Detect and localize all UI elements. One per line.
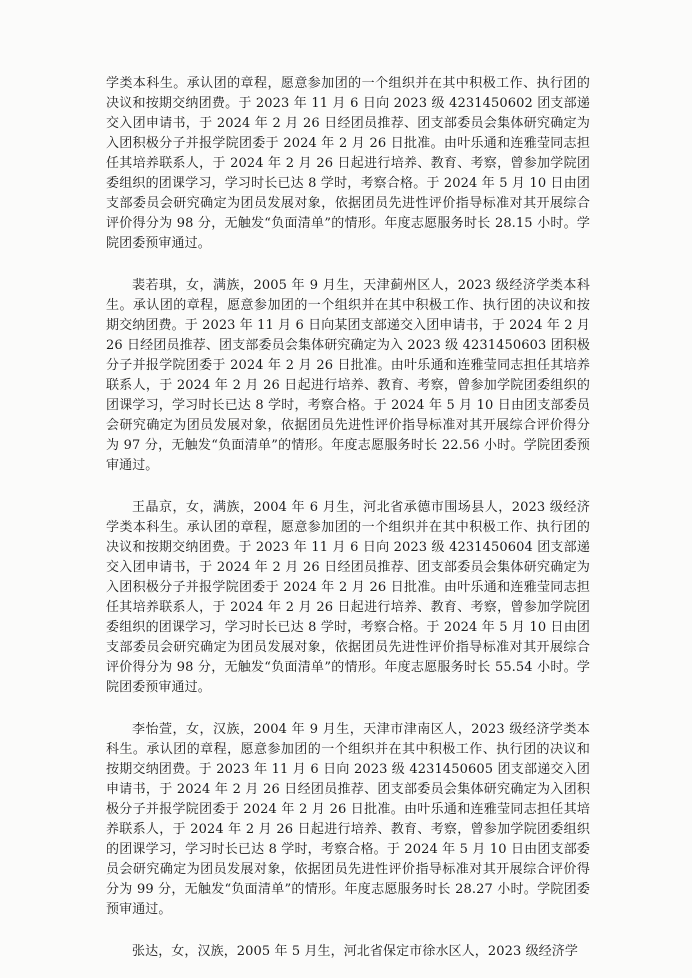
paragraph-record-wang-jingjing: 王晶京，女，满族，2004 年 6 月生，河北省承德市围场县人，2023 级经济学类本科生。承认团的章程，愿意参加团的一个组织并在其中积极工作、执行团的决议和按期交纳团费。于 2023 年 11 月 6 日向 2023 级 4231450604 团支部递交入团申请书，于 2024 年 2 月 26 日经团员推荐、团支部委员会集体研究确定为入团积极分子并报学院团委于 2024 年 2 月 26 日批准。由叶乐通和连雅莹同志担任其培养联系人，于 2024 年 2 月 26 日起进行培养、教育、考察，曾参加学院团委组织的团课学习，学习时长已达 8 学时，考察合格。于 2024 年 5 月 10 日由团支部委员会研究确定为团员发展对象，依据团员先进性评价指导标准对其开展综合评价得分为 98 分，无触发“负面清单”的情形。年度志愿服务时长 55.54 小时。学院团委预审通过。 [106, 500, 590, 695]
paragraph-gap [106, 254, 590, 276]
paragraph-record-zhang-da: 张达，女，汉族，2005 年 5 月生，河北省保定市徐水区人，2023 级经济学 [132, 944, 578, 959]
paragraph-record-pei-ruoqi: 裴若琪，女，满族，2005 年 9 月生，天津蓟州区人，2023 级经济学类本科生。承认团的章程，愿意参加团的一个组织并在其中积极工作、执行团的决议和按期交纳团费。于 2023 年 11 月 6 日向某团支部递交入团申请书，于 2024 年 2 月 26 日经团员推荐、团支部委员会集体研究确定为入 2023 级 4231450603 团积极分子并报学院团委于 2024 年 2 月 26 日批准。由叶乐通和连雅莹同志担任其培养联系人，于 2024 年 2 月 26 日起进行培养、教育、考察，曾参加学院团委组织的团课学习，学习时长已达 8 学时，考察合格。于 2024 年 5 月 10 日由团支部委员会研究确定为团员发展对象，依据团员先进性评价指导标准对其开展综合评价得分为 97 分，无触发“负面清单”的情形。年度志愿服务时长 22.56 小时。学院团委预审通过。 [106, 278, 590, 473]
paragraph-gap [106, 698, 590, 720]
paragraph-record-li-yixuan: 李怡萱，女，汉族，2004 年 9 月生，天津市津南区人，2023 级经济学类本科生。承认团的章程，愿意参加团的一个组织并在其中积极工作、执行团的决议和按期交纳团费。于 2023 年 11 月 6 日向 2023 级 4231450605 团支部递交入团申请书，于 2024 年 2 月 26 日经团员推荐、团支部委员会集体研究确定为入团积极分子并报学院团委于 2024 年 2 月 26 日批准。由叶乐通和连雅莹同志担任其培养联系人，于 2024 年 2 月 26 日起进行培养、教育、考察，曾参加学院团委组织的团课学习，学习时长已达 8 学时，考察合格。于 2024 年 5 月 10 日由团支部委员会研究确定为团员发展对象，依据团员先进性评价指导标准对其开展综合评价得分为 99 分，无触发“负面清单”的情形。年度志愿服务时长 28.27 小时。学院团委预审通过。 [106, 722, 590, 917]
document-body [106, 74, 590, 962]
paragraph-gap [106, 920, 590, 942]
paragraph-gap [106, 476, 590, 498]
paragraph-continued-record: 学类本科生。承认团的章程，愿意参加团的一个组织并在其中积极工作、执行团的决议和按期交纳团费。于 2023 年 11 月 6 日向 2023 级 4231450602 团支部递交入团申请书，于 2024 年 2 月 26 日经团员推荐、团支部委员会集体研究确定为入团积极分子并报学院团委于 2024 年 2 月 26 日批准。由叶乐通和连雅莹同志担任其培养联系人，于 2024 年 2 月 26 日起进行培养、教育、考察，曾参加学院团委组织的团课学习，学习时长已达 8 学时，考察合格。于 2024 年 5 月 10 日由团支部委员会研究确定为团员发展对象，依据团员先进性评价指导标准对其开展综合评价得分为 98 分，无触发“负面清单”的情形。年度志愿服务时长 28.15 小时。学院团委预审通过。 [106, 76, 590, 251]
